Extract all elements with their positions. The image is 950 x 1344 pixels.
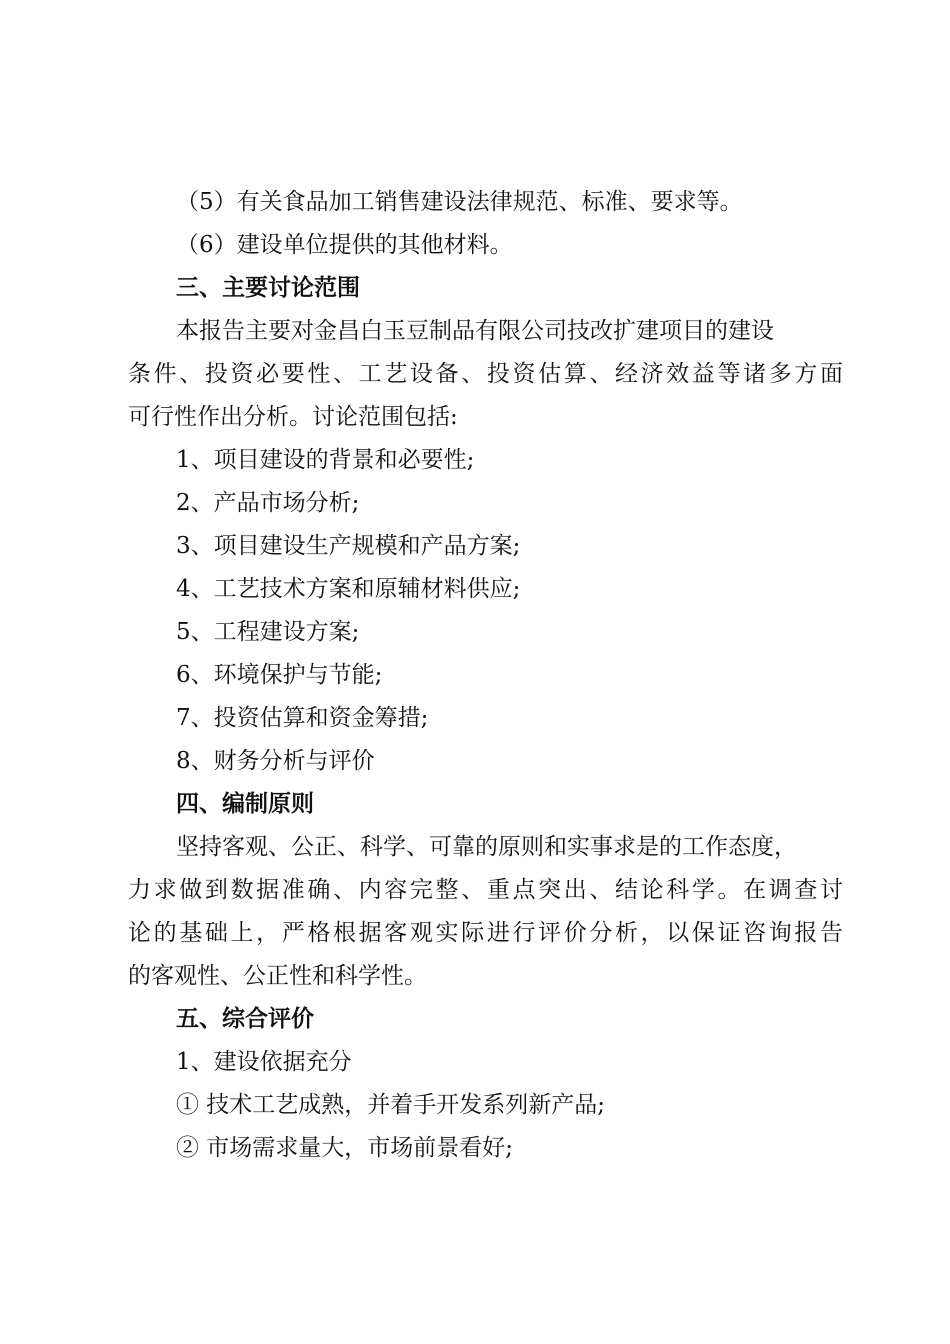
- evaluation-subitem-2: ② 市场需求量大，市场前景看好;: [176, 1135, 514, 1161]
- section-heading-3: 三、主要讨论范围: [176, 275, 360, 301]
- scope-item-2: 2、产品市场分析;: [176, 490, 360, 516]
- scope-item-1: 1、项目建设的背景和必要性;: [176, 447, 475, 473]
- reference-item-5: （5）有关食品加工销售建设法律规范、标准、要求等。: [176, 189, 743, 215]
- scope-item-6: 6、环境保护与节能;: [176, 662, 383, 688]
- paragraph-line: 力求做到数据准确、内容完整、重点突出、结论科学。在调查讨: [128, 877, 843, 903]
- scope-item-8: 8、财务分析与评价: [176, 748, 375, 774]
- reference-item-6: （6）建设单位提供的其他材料。: [176, 232, 513, 258]
- paragraph-line: 条件、投资必要性、工艺设备、投资估算、经济效益等诸多方面: [128, 361, 843, 387]
- evaluation-subitem-1: ① 技术工艺成熟，并着手开发系列新产品;: [176, 1092, 606, 1118]
- scope-item-5: 5、工程建设方案;: [176, 619, 360, 645]
- paragraph-line: 本报告主要对金昌白玉豆制品有限公司技改扩建项目的建设: [176, 318, 774, 344]
- scope-item-7: 7、投资估算和资金筹措;: [176, 705, 429, 731]
- section-heading-5: 五、综合评价: [176, 1006, 314, 1032]
- paragraph-line: 坚持客观、公正、科学、可靠的原则和实事求是的工作态度，: [176, 834, 797, 860]
- paragraph-line: 论的基础上，严格根据客观实际进行评价分析，以保证咨询报告: [128, 920, 843, 946]
- paragraph-line: 的客观性、公正性和科学性。: [128, 963, 427, 989]
- scope-item-4: 4、工艺技术方案和原辅材料供应;: [176, 576, 521, 602]
- section-heading-4: 四、编制原则: [176, 791, 314, 817]
- evaluation-item-1: 1、建设依据充分: [176, 1049, 352, 1075]
- scope-item-3: 3、项目建设生产规模和产品方案;: [176, 533, 521, 559]
- paragraph-line: 可行性作出分析。讨论范围包括:: [128, 404, 458, 430]
